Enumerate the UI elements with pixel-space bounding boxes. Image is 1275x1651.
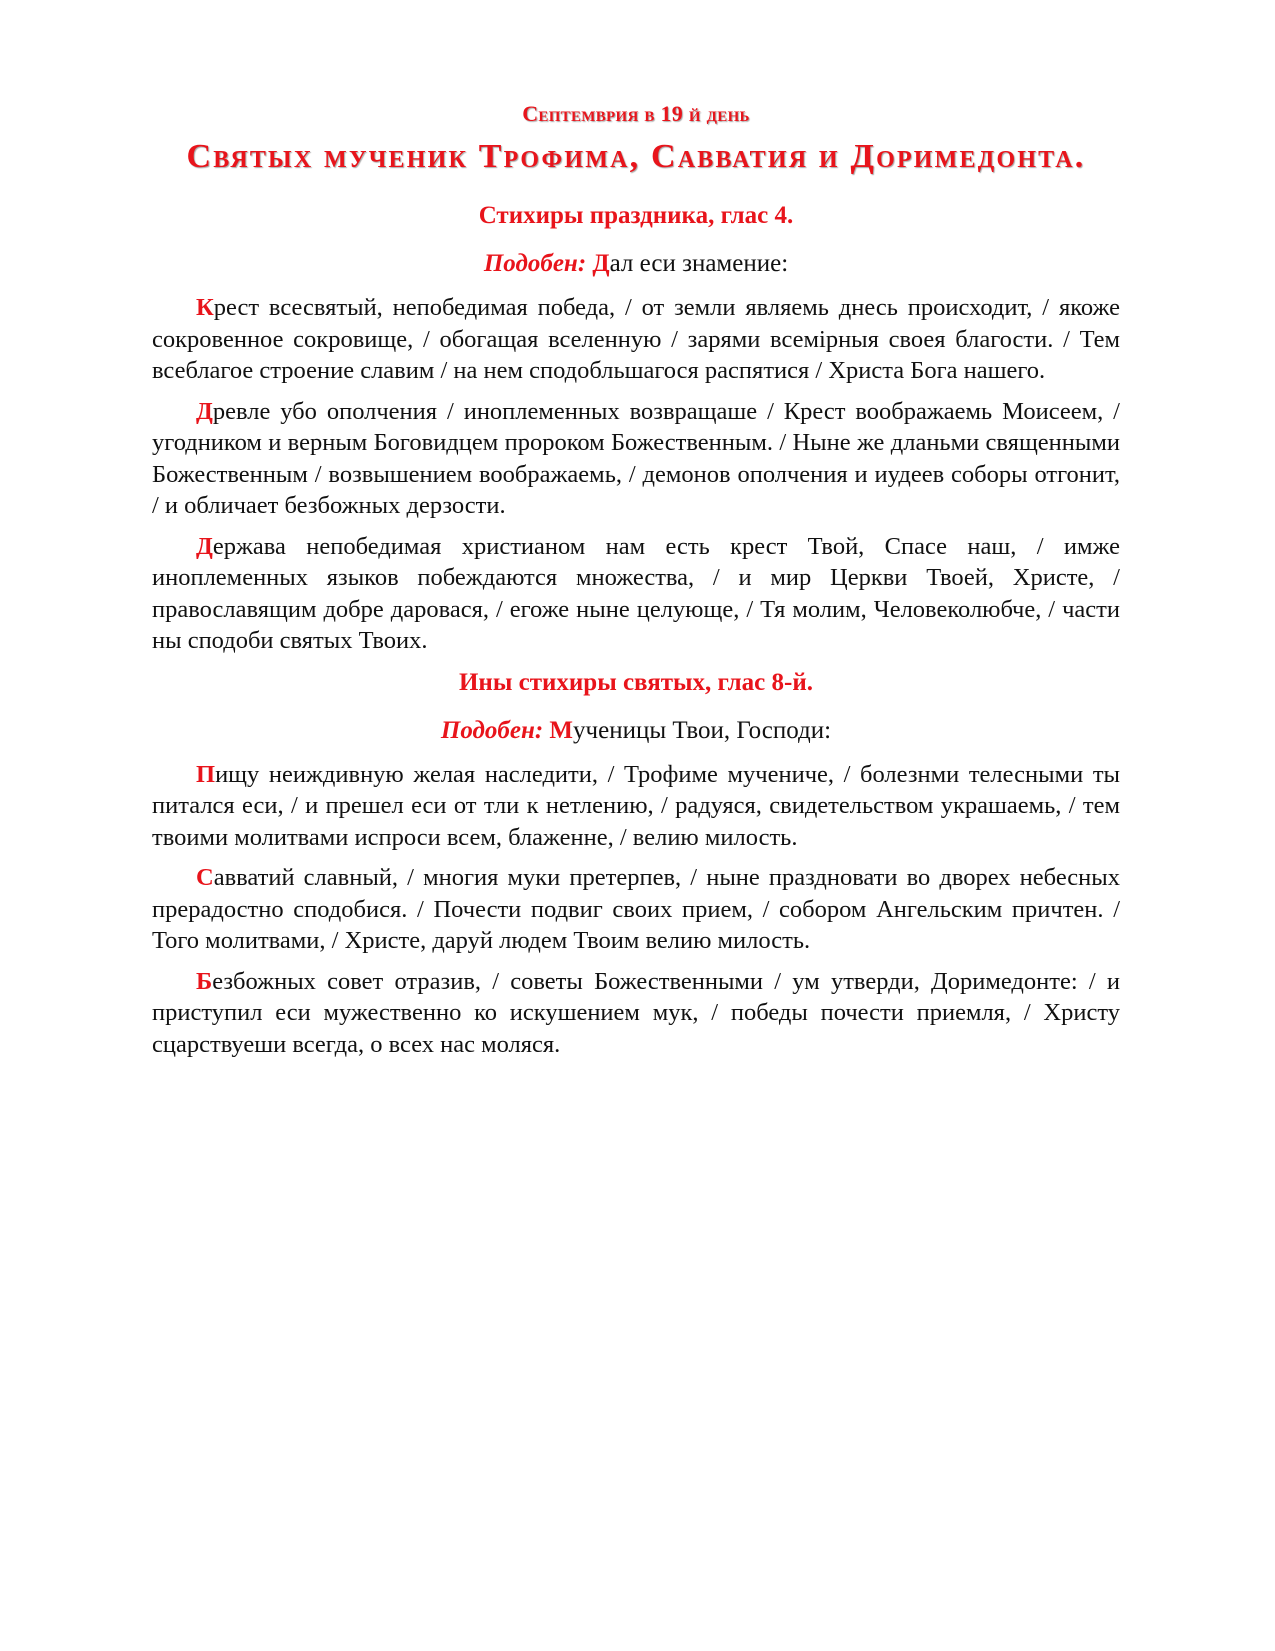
stanza-text: ищу неиждивную желая наследити, / Трофиме мучениче, / болезнми телесными ты питался еси, / и прешел еси от тли к нетлению, / радуяся, свидетельством украшаемь, / тем твоими молитвами испроси всем, блаженне, / велию милость.: [152, 760, 1120, 851]
stanza-text: езбожных совет отразив, / советы Божественными / ум утверди, Доримедонте: / и приступил еси мужественно ко искушением мук, / победы почести приемля, / Христу сцарствуеши всегда, о всех нас моляся.: [152, 967, 1120, 1058]
stanza-text: рест всесвятый, непобедимая победа, / от земли являемь днесь происходит, / якоже сокровенное сокровище, / обогащая вселенную / зарями всемiрныя своея благости. / Тем всеблагое строение славим / на нем сподобльшагося распятися / Христа Бога нашего.: [152, 294, 1120, 384]
podoben-line-2: [152, 715, 1120, 747]
stanza: [152, 531, 1120, 657]
date-title: Септемврия в 19 й день: [522, 101, 750, 126]
podoben-initial: М: [549, 716, 574, 744]
section-heading-2: Ины стихиры святых, глас 8-й.: [458, 668, 813, 696]
podoben-label: Подобен:: [440, 716, 544, 744]
stanza: [152, 759, 1120, 854]
stanza-initial: Б: [196, 967, 213, 995]
stanza-initial: П: [196, 760, 216, 788]
podoben-label: Подобен:: [483, 250, 587, 277]
section-heading-1: Стихиры праздника, глас 4.: [478, 202, 794, 229]
podoben-initial: Д: [592, 250, 610, 277]
main-title: Святых мученик Трофима, Савватия и Доримедонта.: [186, 138, 1086, 175]
stanza-initial: С: [196, 864, 214, 891]
stanza-text: ревле убо ополчения / иноплеменных возвращаше / Крест воображаемь Моисеем, / угодником и верным Боговидцем пророком Божественным. / Ныне же дланьми священными Божественным / возвышением воображаемь, / демонов ополчения и иудеев соборы отгонит, / и обличает безбожных дерзости.: [152, 397, 1120, 519]
stanza: [152, 862, 1120, 957]
document-page: [152, 100, 1120, 1060]
stanza-initial: К: [196, 294, 214, 321]
stanza: [152, 966, 1120, 1061]
stanza-text: авватий славный, / многия муки претерпев, / ныне праздновати во дворех небесных прерадостно сподобися. / Почести подвиг своих прием, / собором Ангельским причтен. / Того молитвами, / Христе, даруй людем Твоим велию милость.: [152, 864, 1120, 954]
podoben-text: ученицы Твои, Господи:: [573, 716, 832, 744]
stanza-initial: Д: [196, 532, 213, 560]
stanza-initial: Д: [196, 397, 213, 425]
stanza: [152, 292, 1120, 387]
podoben-text: ал еси знамение:: [609, 250, 789, 277]
podoben-line-1: [152, 248, 1120, 280]
stanza-text: ержава непобедимая христианом нам есть крест Твой, Спасе наш, / имже иноплеменных языков побеждаются множества, / и мир Церкви Твоей, Христе, / православящим добре даровася, / егоже ныне целующе, / Тя молим, Человеколюбче, / части ны сподоби святых Твоих.: [152, 532, 1120, 654]
stanza: [152, 396, 1120, 522]
